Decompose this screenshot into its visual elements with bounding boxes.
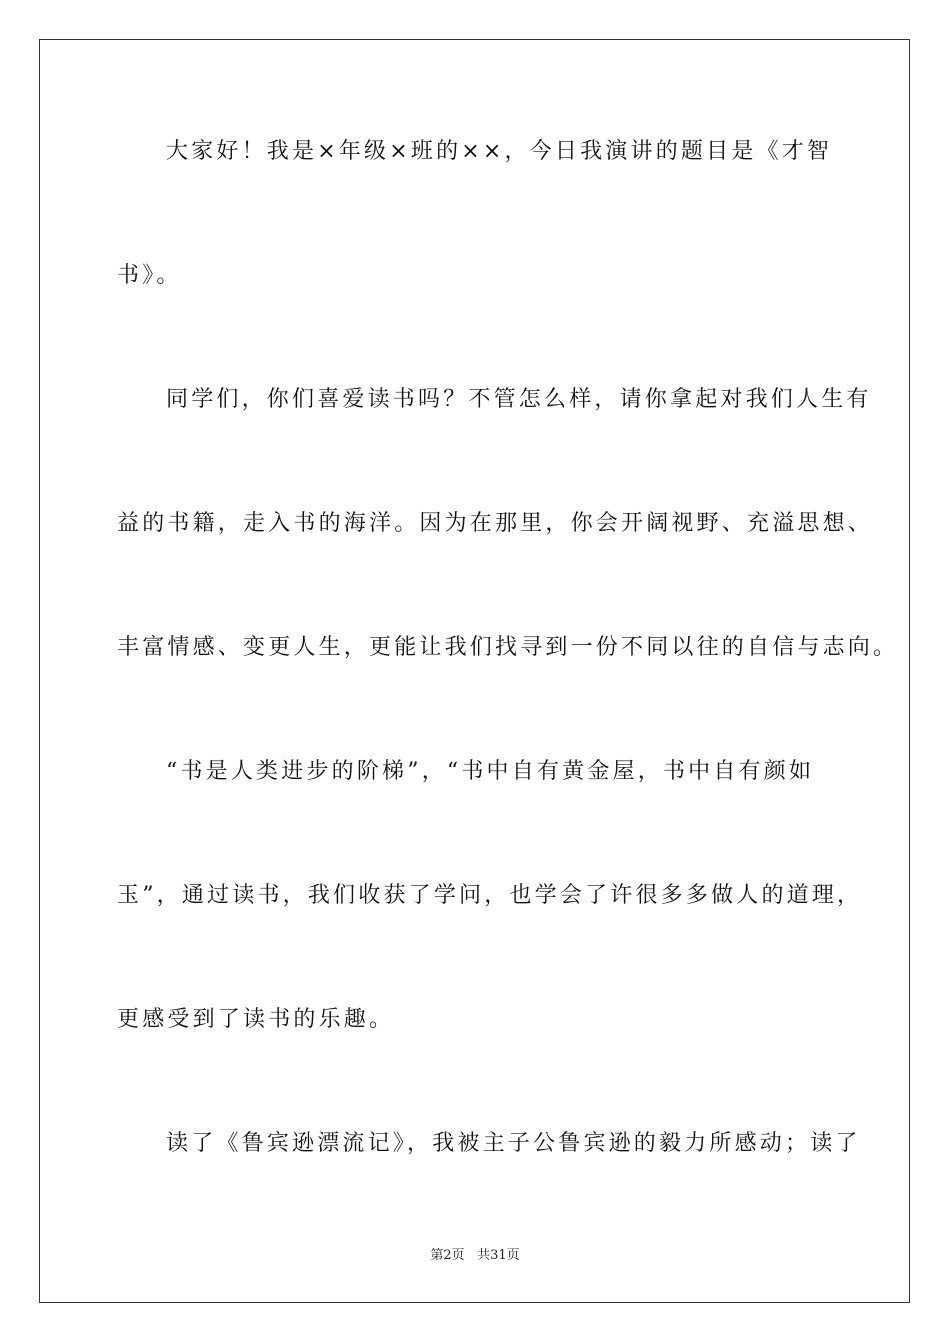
page-number: 第2页 bbox=[430, 1248, 465, 1263]
paragraph-1-line-2: 书》。 bbox=[117, 263, 182, 288]
paragraph-3-line-1: “书是人类进步的阶梯”，“书中自有黄金屋，书中自有颜如 bbox=[166, 759, 815, 784]
total-pages: 共31页 bbox=[477, 1248, 520, 1263]
paragraph-2-line-2: 益的书籍，走入书的海洋。因为在那里，你会开阔视野、充溢思想、 bbox=[117, 511, 874, 536]
paragraph-3-line-3: 更感受到了读书的乐趣。 bbox=[117, 1007, 395, 1032]
page-border bbox=[39, 39, 910, 1303]
paragraph-2-line-3: 丰富情感、变更人生，更能让我们找寻到一份不同以往的自信与志向。 bbox=[117, 635, 899, 660]
paragraph-3-line-2: 玉”，通过读书，我们收获了学问，也学会了许很多多做人的道理， bbox=[117, 883, 863, 908]
paragraph-4-line-1: 读了《鲁宾逊漂流记》，我被主子公鲁宾逊的毅力所感动；读了 bbox=[166, 1131, 861, 1156]
page-footer bbox=[0, 1248, 950, 1264]
paragraph-1-line-1: 大家好！我是×年级×班的××，今日我演讲的题目是《才智 bbox=[166, 139, 833, 164]
paragraph-2-line-1: 同学们，你们喜爱读书吗？不管怎么样，请你拿起对我们人生有 bbox=[166, 387, 872, 412]
